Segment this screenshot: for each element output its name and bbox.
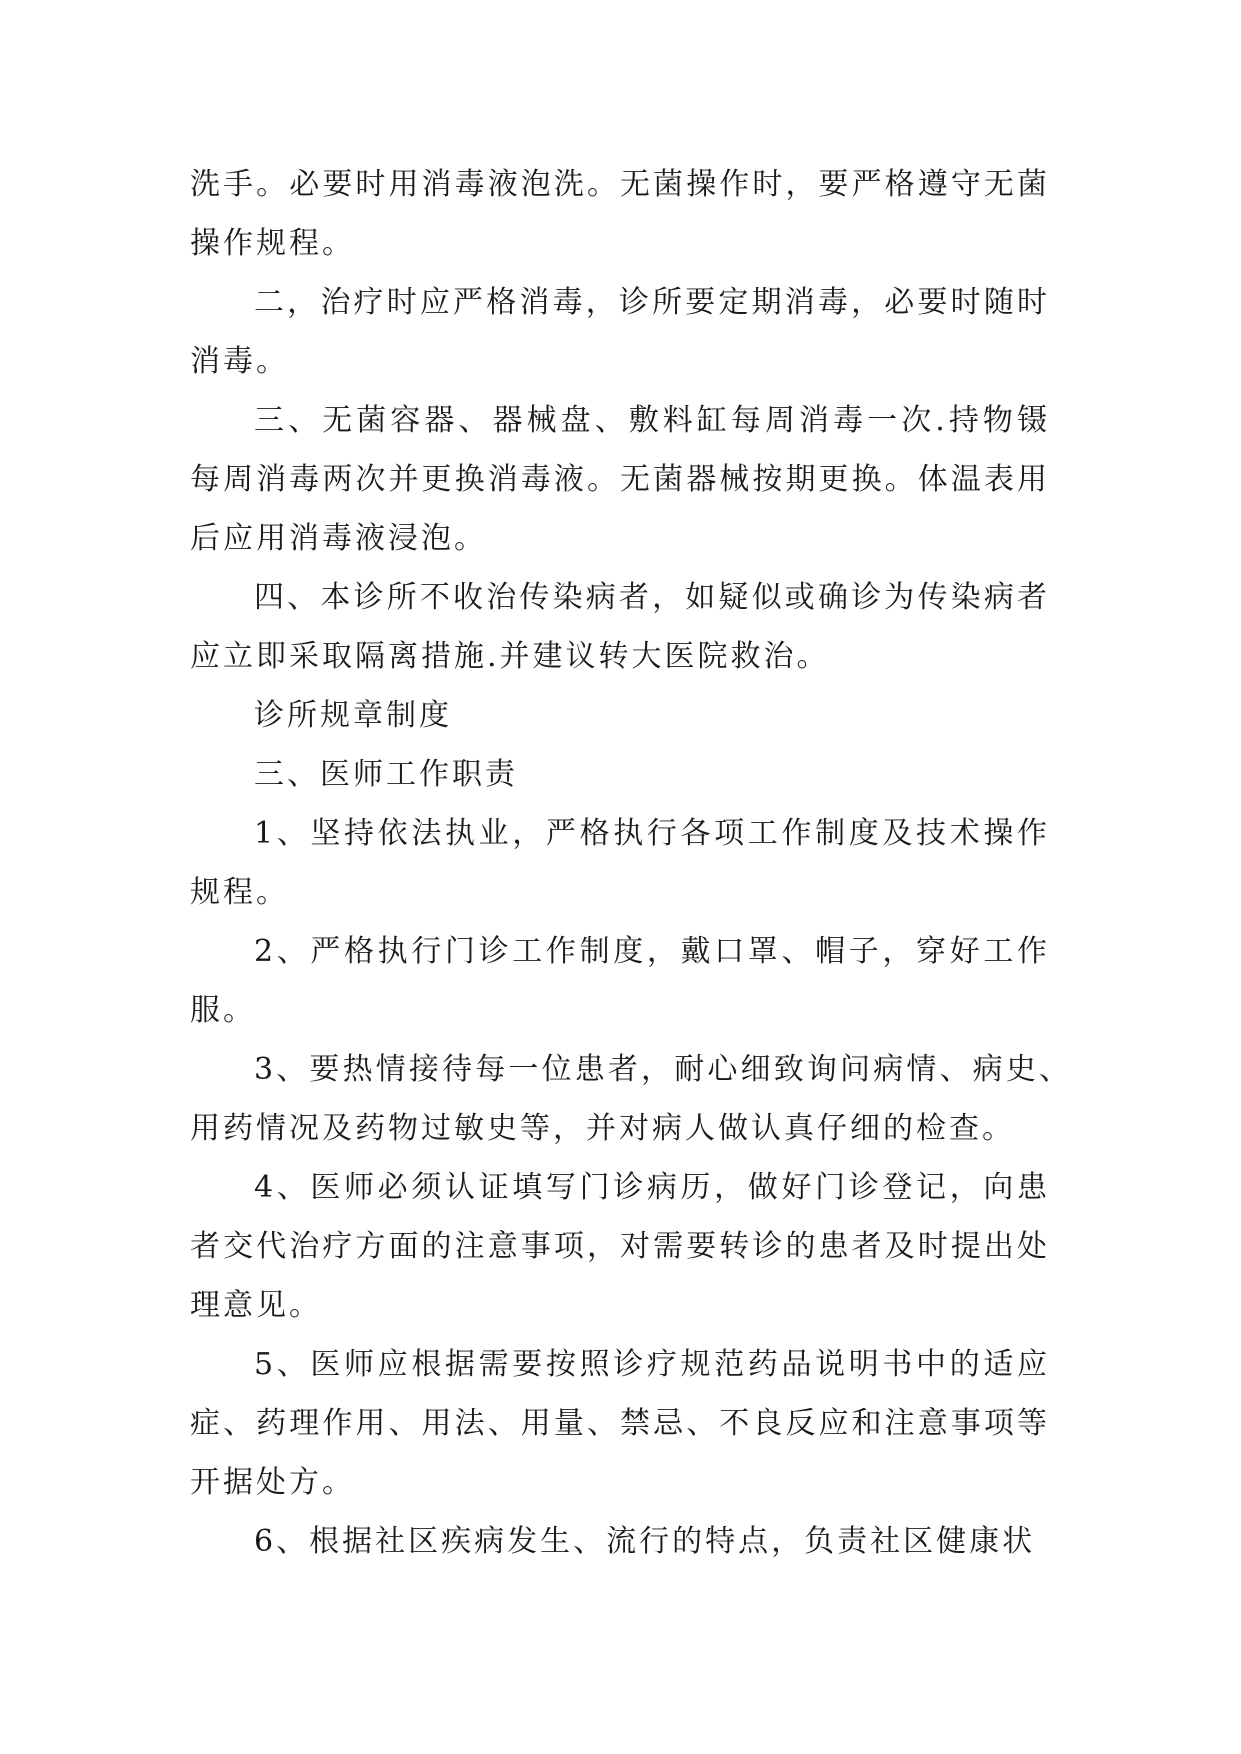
- document-body: [190, 155, 1072, 1571]
- paragraph-infectious-disease: 四、本诊所不收治传染病者，如疑似或确诊为传染病者应立即采取隔离措施.并建议转大医院救治。: [190, 580, 1050, 674]
- paragraph-handwashing: 洗手。必要时用消毒液泡洗。无菌操作时，要严格遵守无菌操作规程。: [190, 167, 1050, 261]
- section-heading-clinic-rules: 诊所规章制度: [254, 698, 452, 733]
- duty-item-5: 5、医师应根据需要按照诊疗规范药品说明书中的适应症、药理作用、用法、用量、禁忌、不良反应和注意事项等开据处方。: [190, 1347, 1050, 1500]
- paragraph-treatment-disinfection: 二，治疗时应严格消毒，诊所要定期消毒，必要时随时消毒。: [190, 285, 1050, 379]
- duty-item-6: 6、根据社区疾病发生、流行的特点，负责社区健康状: [254, 1524, 1036, 1559]
- duty-item-1: 1、坚持依法执业，严格执行各项工作制度及技术操作规程。: [190, 816, 1050, 910]
- duty-item-2: 2、严格执行门诊工作制度，戴口罩、帽子，穿好工作服。: [190, 934, 1050, 1028]
- section-heading-physician-duties: 三、医师工作职责: [254, 757, 518, 792]
- duty-item-3: 3、要热情接待每一位患者，耐心细致询问病情、病史、用药情况及药物过敏史等，并对病人做认真仔细的检查。: [190, 1052, 1072, 1146]
- duty-item-4: 4、医师必须认证填写门诊病历，做好门诊登记，向患者交代治疗方面的注意事项，对需要转诊的患者及时提出处理意见。: [190, 1170, 1050, 1323]
- paragraph-sterile-containers: 三、无菌容器、器械盘、敷料缸每周消毒一次.持物镊每周消毒两次并更换消毒液。无菌器械按期更换。体温表用后应用消毒液浸泡。: [190, 403, 1050, 556]
